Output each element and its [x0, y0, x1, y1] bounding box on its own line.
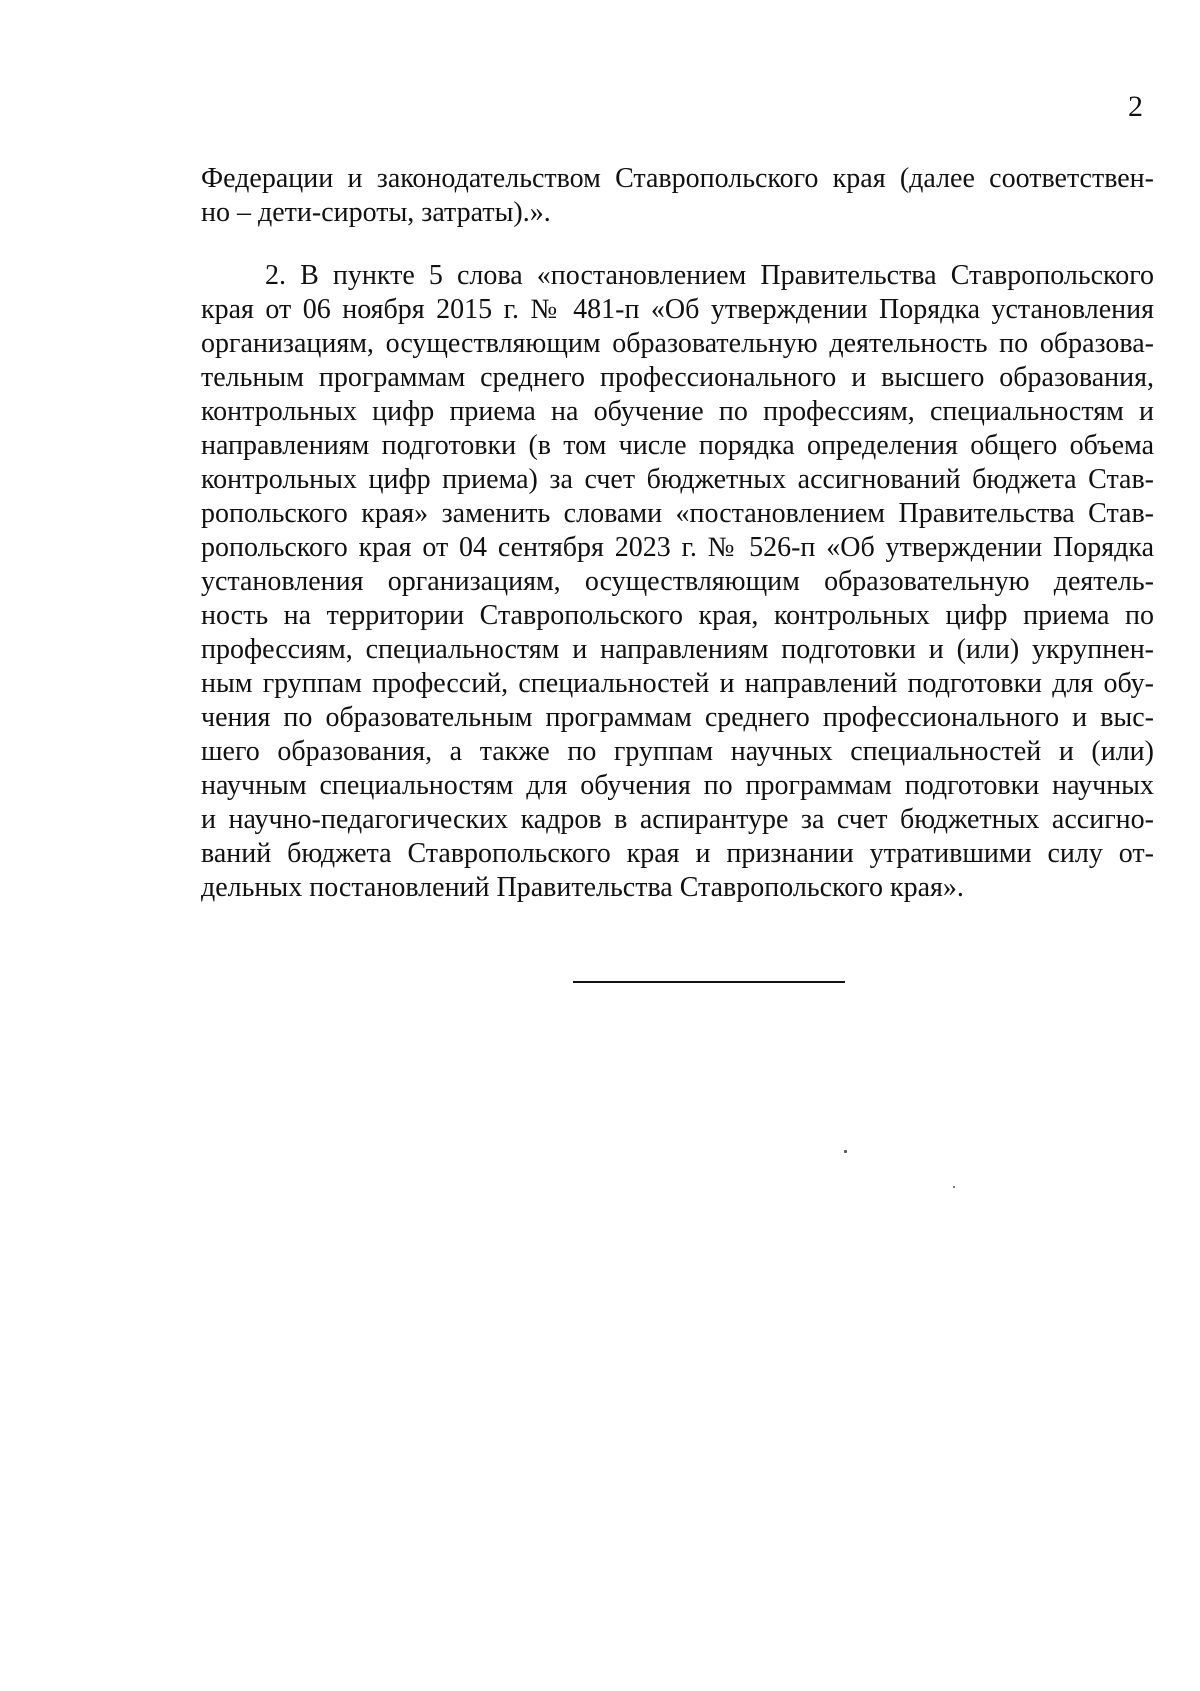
text-line: ропольского края от 04 сентября 2023 г. № 526-п «Об утверждении Порядка — [201, 532, 1154, 563]
scan-speck — [844, 1150, 847, 1153]
text-line: шего образования, а также по группам научных специальностей и (или) — [201, 736, 1154, 767]
text-line: контрольных цифр приема на обучение по профессиям, специальностям и — [201, 396, 1154, 427]
text-line: Федерации и законодательством Ставропольского края (далее соответствен- — [201, 163, 1154, 194]
text-line: профессиям, специальностям и направлениям подготовки и (или) укрупнен- — [201, 634, 1154, 665]
text-line: научным специальностям для обучения по программам подготовки научных — [201, 770, 1154, 801]
text-line: ваний бюджета Ставропольского края и признании утратившими силу от- — [201, 838, 1154, 869]
text-line: контрольных цифр приема) за счет бюджетных ассигнований бюджета Став- — [201, 464, 1154, 495]
text-line: ность на территории Ставропольского края, контрольных цифр приема по — [201, 600, 1154, 631]
page-number: 2 — [1128, 90, 1143, 123]
text-line: ным группам профессий, специальностей и направлений подготовки для обу- — [201, 668, 1154, 699]
text-line: тельным программам среднего профессионального и высшего образования, — [201, 362, 1154, 393]
text-line: чения по образовательным программам среднего профессионального и выс- — [201, 702, 1154, 733]
text-line: и научно-педагогических кадров в аспирантуре за счет бюджетных ассигно- — [201, 804, 1154, 835]
text-line: края от 06 ноября 2015 г. № 481-п «Об утверждении Порядка установления — [201, 294, 1154, 325]
text-line: но – дети-сироты, затраты).». — [201, 197, 551, 228]
text-line: организациям, осуществляющим образовательную деятельность по образова- — [201, 328, 1154, 359]
scan-speck — [953, 1186, 955, 1188]
text-line: 2. В пункте 5 слова «постановлением Правительства Ставропольского — [265, 260, 1154, 291]
text-line: установления организациям, осуществляющим образовательную деятель- — [201, 566, 1154, 597]
text-line: ропольского края» заменить словами «постановлением Правительства Став- — [201, 498, 1154, 529]
text-line: направлениям подготовки (в том числе порядка определения общего объема — [201, 430, 1154, 461]
end-separator-line — [573, 981, 845, 983]
text-line: дельных постановлений Правительства Ставропольского края». — [201, 872, 964, 903]
